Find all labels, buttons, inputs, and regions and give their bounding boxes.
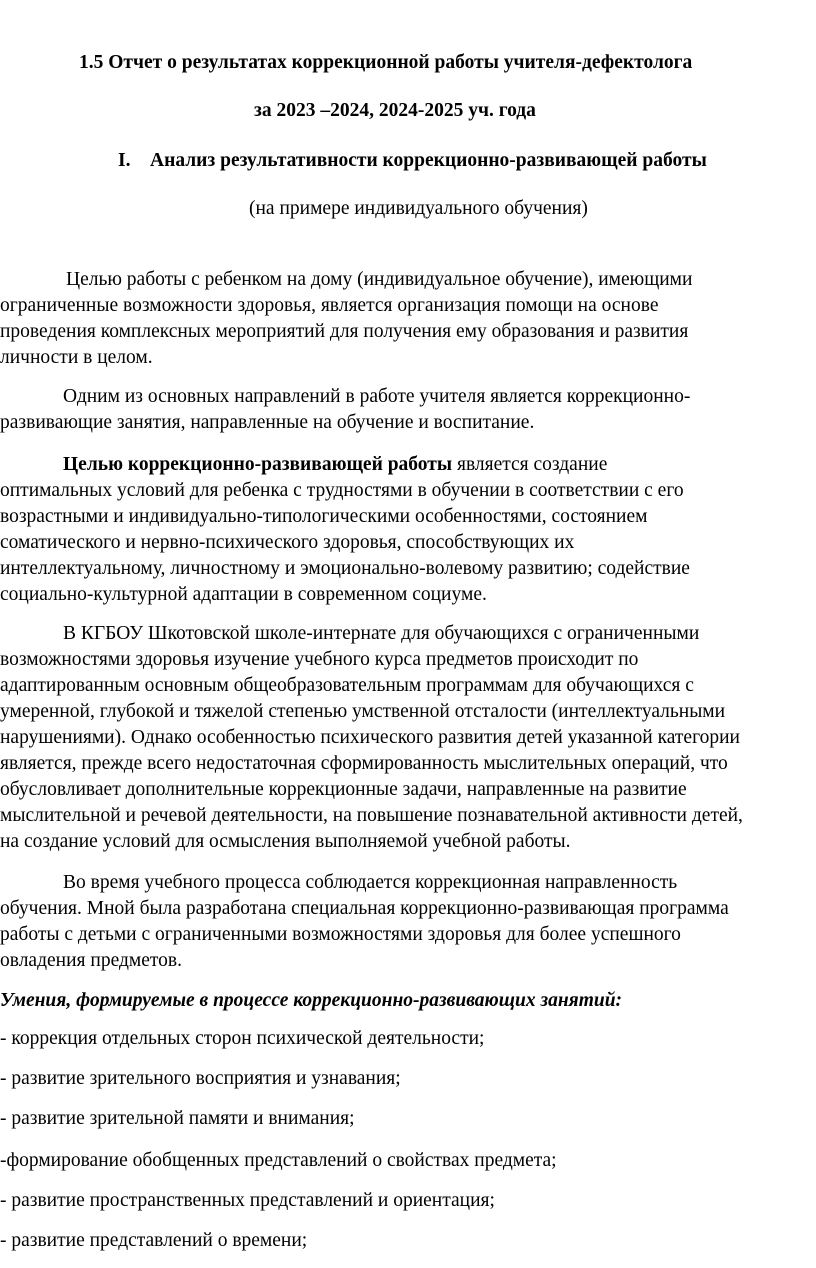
list-item: - развитие зрительной памяти и внимания; — [0, 1108, 355, 1129]
bold-lead: Целью коррекционно-развивающей работы — [63, 454, 453, 475]
paragraph-line: развивающие занятия, направленные на обучение и воспитание. — [0, 412, 535, 433]
paragraph-line: личности в целом. — [0, 347, 153, 368]
paragraph-line: ограниченные возможности здоровья, является организация помощи на основе — [0, 295, 659, 316]
paragraph-line: умеренной, глубокой и тяжелой степенью умственной отсталости (интеллектуальными — [0, 701, 726, 722]
paragraph-line: адаптированным основным общеобразовательным программам для обучающихся с — [0, 675, 694, 696]
paragraph-line: социально-культурной адаптации в современном социуме. — [0, 584, 487, 605]
paragraph-line: на создание условий для осмысления выполняемой учебной работы. — [0, 831, 571, 852]
paragraph-line: Одним из основных направлений в работе учителя является коррекционно- — [63, 386, 691, 407]
document-title-line-1: 1.5 Отчет о результатах коррекционной работы учителя-дефектолога — [79, 52, 693, 73]
list-item: -формирование обобщенных представлений о свойствах предмета; — [0, 1150, 557, 1171]
paragraph-line: возрастными и индивидуально-типологическими особенностями, состоянием — [0, 506, 648, 527]
paragraph-line: оптимальных условий для ребенка с трудностями в обучении в соответствии с его — [0, 480, 684, 501]
skills-heading: Умения, формируемые в процессе коррекционно-развивающих занятий: — [0, 990, 623, 1011]
paragraph-line: Целью работы с ребенком на дому (индивидуальное обучение), имеющими — [66, 269, 693, 290]
paragraph-line: мыслительной и речевой деятельности, на повышение познавательной активности детей, — [0, 805, 743, 826]
paragraph-first-line — [63, 452, 607, 478]
paragraph-line: работы с детьми с ограниченными возможностями здоровья для более успешного — [0, 924, 681, 945]
paragraph-line: возможностями здоровья изучение учебного курса предметов происходит по — [0, 649, 639, 670]
paragraph-line: является, прежде всего недостаточная сформированность мыслительных операций, что — [0, 753, 728, 774]
paragraph-line: проведения комплексных мероприятий для получения ему образования и развития — [0, 321, 689, 342]
paragraph-line: обучения. Мной была разработана специальная коррекционно-развивающая программа — [0, 898, 729, 919]
first-line-rest: является создание — [452, 454, 608, 475]
paragraph-line: овладения предметов. — [0, 950, 182, 971]
paragraph-line: обусловливает дополнительные коррекционные задачи, направленные на развитие — [0, 779, 687, 800]
section-number: I. — [118, 150, 131, 171]
list-item: - развитие пространственных представлений и ориентация; — [0, 1190, 495, 1211]
list-item: - развитие представлений о времени; — [0, 1230, 308, 1251]
paragraph-line: нарушениями). Однако особенностью психического развития детей указанной категории — [0, 727, 740, 748]
list-item: - развитие зрительного восприятия и узнавания; — [0, 1068, 401, 1089]
paragraph-line: Во время учебного процесса соблюдается коррекционная направленность — [63, 872, 678, 893]
document-title-line-2: за 2023 –2024, 2024-2025 уч. года — [254, 100, 536, 121]
list-item: - коррекция отдельных сторон психической деятельности; — [0, 1028, 485, 1049]
section-subtitle: (на примере индивидуального обучения) — [249, 198, 588, 219]
paragraph-line: интеллектуальному, личностному и эмоционально-волевому развитию; содействие — [0, 558, 690, 579]
section-title: Анализ результативности коррекционно-развивающей работы — [150, 150, 707, 171]
paragraph-line: соматического и нервно-психического здоровья, способствующих их — [0, 532, 575, 553]
paragraph-line: В КГБОУ Шкотовской школе-интернате для обучающихся с ограниченными — [63, 623, 700, 644]
